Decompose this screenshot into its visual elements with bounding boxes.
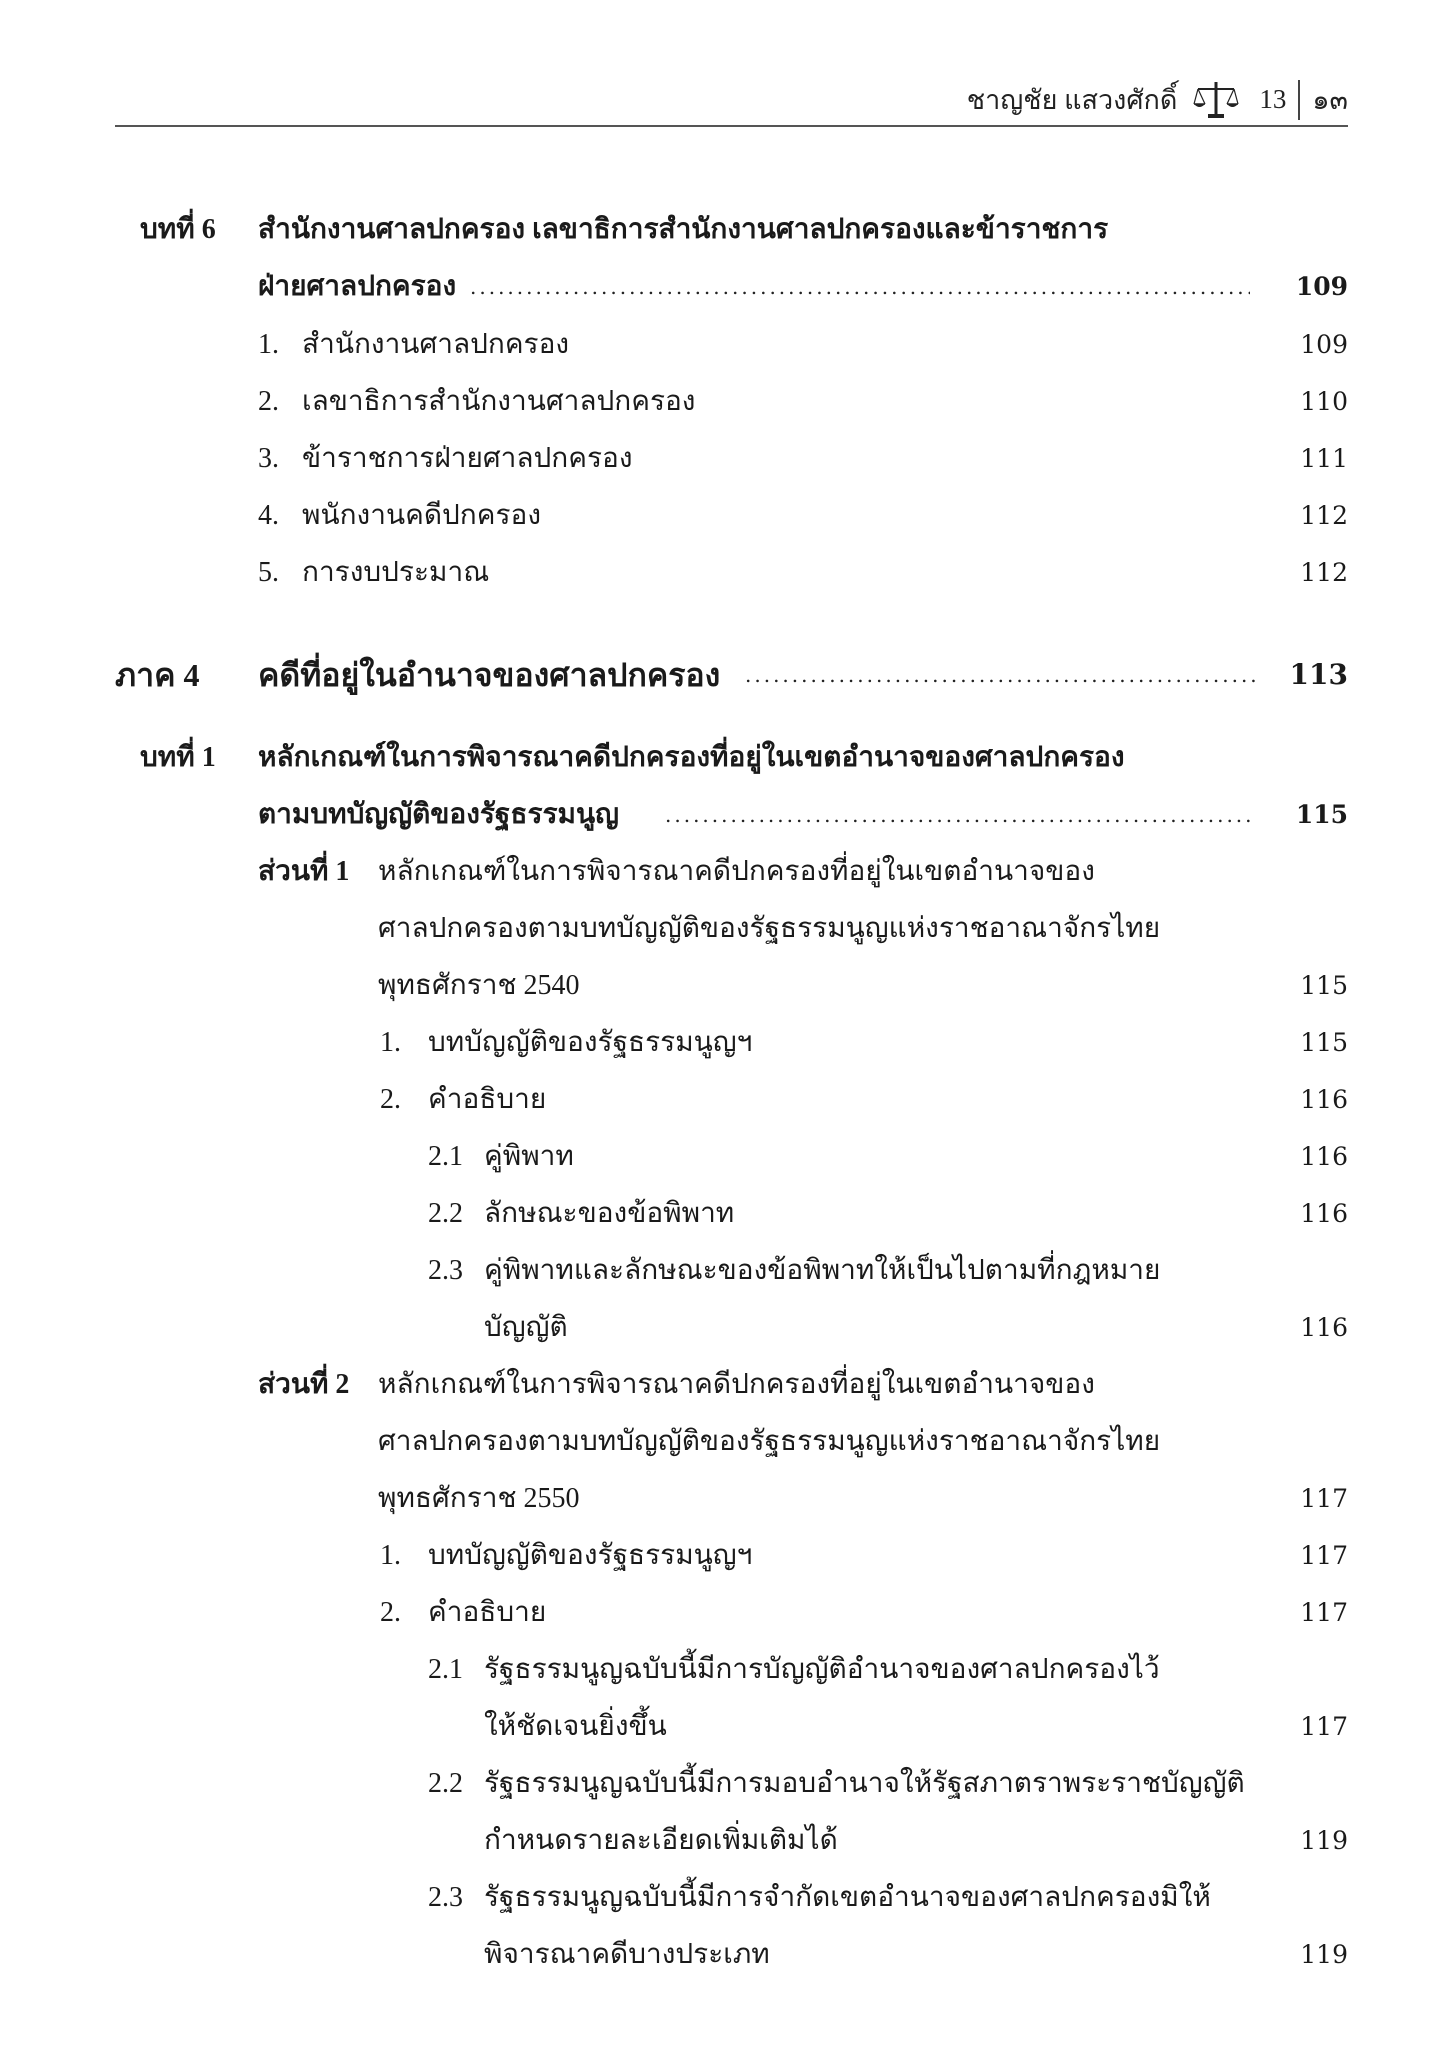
item-number: 2.: [258, 386, 279, 417]
item-title: คำอธิบาย: [428, 1597, 547, 1628]
toc-item[interactable]: [0, 1588, 1448, 1638]
item-title-cont: พิจารณาคดีบางประเภท: [484, 1939, 770, 1970]
page-number: 115: [1300, 1028, 1348, 1057]
chapter-label: บทที่ 6: [140, 214, 216, 245]
section-title: หลักเกณฑ์ในการพิจารณาคดีปกครองที่อยู่ในเขตอำนาจของ: [378, 856, 1095, 887]
toc-item[interactable]: [0, 1018, 1448, 1068]
header-rule: [115, 125, 1348, 127]
item-number: 2.3: [428, 1255, 463, 1286]
section-title-cont: พุทธศักราช 2550: [378, 1483, 580, 1514]
toc-subitem-cont[interactable]: [0, 1930, 1448, 1980]
toc-subitem-cont[interactable]: [0, 1816, 1448, 1866]
section-title-cont: พุทธศักราช 2540: [378, 970, 580, 1001]
item-title: การงบประมาณ: [302, 557, 490, 588]
page-number: 119: [1300, 1826, 1348, 1855]
section-title-cont: ศาลปกครองตามบทบัญญัติของรัฐธรรมนูญแห่งราชอาณาจักรไทย: [378, 1426, 1161, 1457]
page-number-thai: ๑๓: [1312, 85, 1348, 115]
scales-of-justice-icon: [1193, 80, 1239, 120]
toc-subitem[interactable]: [0, 1246, 1448, 1296]
item-title-cont: กำหนดรายละเอียดเพิ่มเติมได้: [484, 1825, 838, 1856]
chapter-title: สำนักงานศาลปกครอง เลขาธิการสำนักงานศาลปกครองและข้าราชการ: [258, 214, 1109, 245]
toc-subitem-cont[interactable]: [0, 1303, 1448, 1353]
page-number: 116: [1300, 1142, 1348, 1171]
item-title: รัฐธรรมนูญฉบับนี้มีการบัญญัติอำนาจของศาลปกครองไว้: [484, 1654, 1160, 1685]
toc-part-4[interactable]: [0, 650, 1448, 700]
toc-subitem[interactable]: [0, 1873, 1448, 1923]
page-number: 116: [1300, 1199, 1348, 1228]
section-label: ส่วนที่ 1: [258, 856, 350, 887]
toc-item[interactable]: [0, 1531, 1448, 1581]
item-number: 2.1: [428, 1141, 463, 1172]
toc-item[interactable]: [0, 377, 1448, 427]
item-title: คำอธิบาย: [428, 1084, 547, 1115]
dot-leader: [665, 790, 1250, 840]
page-number: 117: [1300, 1712, 1348, 1741]
toc-section-2-cont[interactable]: [0, 1474, 1448, 1524]
chapter-label: บทที่ 1: [140, 742, 216, 773]
item-title: พนักงานคดีปกครอง: [302, 500, 541, 531]
item-number: 4.: [258, 500, 279, 531]
toc-subitem[interactable]: [0, 1759, 1448, 1809]
dot-leader: [745, 650, 1255, 700]
page-number: 111: [1300, 444, 1348, 473]
chapter-title-cont: ตามบทบัญญัติของรัฐธรรมนูญ: [258, 799, 620, 830]
part-title: คดีที่อยู่ในอำนาจของศาลปกครอง: [258, 657, 721, 693]
item-title-cont: ให้ชัดเจนยิ่งขึ้น: [484, 1711, 667, 1742]
item-number: 2.2: [428, 1198, 463, 1229]
item-title: คู่พิพาท: [484, 1141, 574, 1172]
toc-subitem[interactable]: [0, 1189, 1448, 1239]
item-title-cont: บัญญัติ: [484, 1312, 568, 1343]
page-number: 110: [1300, 387, 1348, 416]
page-number: 112: [1300, 558, 1348, 587]
toc-subitem-cont[interactable]: [0, 1702, 1448, 1752]
page-number: 115: [1300, 971, 1348, 1000]
toc-section-1-cont[interactable]: [0, 904, 1448, 954]
toc-subitem[interactable]: [0, 1645, 1448, 1695]
running-header: [967, 78, 1348, 121]
item-title: บทบัญญัติของรัฐธรรมนูญฯ: [428, 1540, 753, 1571]
item-number: 2.1: [428, 1654, 463, 1685]
item-title: ข้าราชการฝ่ายศาลปกครอง: [302, 443, 633, 474]
toc-item[interactable]: [0, 491, 1448, 541]
dot-leader: [470, 262, 1250, 312]
part-label: ภาค 4: [115, 657, 200, 693]
item-title: เลขาธิการสำนักงานศาลปกครอง: [302, 386, 696, 417]
toc-chapter-1[interactable]: [0, 733, 1448, 783]
section-title-cont: ศาลปกครองตามบทบัญญัติของรัฐธรรมนูญแห่งราชอาณาจักรไทย: [378, 913, 1161, 944]
page-number: 117: [1300, 1541, 1348, 1570]
item-number: 2.3: [428, 1882, 463, 1913]
toc-item[interactable]: [0, 320, 1448, 370]
page-number: 115: [1295, 800, 1348, 829]
toc-item[interactable]: [0, 548, 1448, 598]
item-number: 3.: [258, 443, 279, 474]
page-number: 116: [1300, 1313, 1348, 1342]
toc-section-2-cont[interactable]: [0, 1417, 1448, 1467]
toc-section-2[interactable]: [0, 1360, 1448, 1410]
item-number: 2.2: [428, 1768, 463, 1799]
toc-chapter-6[interactable]: [0, 205, 1448, 255]
toc-item[interactable]: [0, 1075, 1448, 1125]
author-name: ชาญชัย แสวงศักดิ์: [966, 85, 1178, 115]
chapter-title-cont: ฝ่ายศาลปกครอง: [258, 271, 457, 302]
page-number: 117: [1300, 1598, 1348, 1627]
page-number: 117: [1300, 1484, 1348, 1513]
item-number: 1.: [380, 1027, 401, 1058]
toc-subitem[interactable]: [0, 1132, 1448, 1182]
item-title: รัฐธรรมนูญฉบับนี้มีการจำกัดเขตอำนาจของศาลปกครองมิให้: [484, 1882, 1211, 1913]
page-number-arabic: 13: [1259, 84, 1287, 114]
page-number: 112: [1300, 501, 1348, 530]
section-title: หลักเกณฑ์ในการพิจารณาคดีปกครองที่อยู่ในเขตอำนาจของ: [378, 1369, 1095, 1400]
item-title: คู่พิพาทและลักษณะของข้อพิพาทให้เป็นไปตามที่กฎหมาย: [484, 1255, 1161, 1286]
item-number: 1.: [258, 329, 279, 360]
page-number: 113: [1289, 658, 1348, 691]
item-title: สำนักงานศาลปกครอง: [302, 329, 570, 360]
item-number: 2.: [380, 1084, 401, 1115]
item-title: ลักษณะของข้อพิพาท: [484, 1198, 735, 1229]
page-number: 109: [1295, 272, 1348, 301]
page-number: 119: [1300, 1940, 1348, 1969]
page-number: 109: [1300, 330, 1348, 359]
toc-item[interactable]: [0, 434, 1448, 484]
item-title: รัฐธรรมนูญฉบับนี้มีการมอบอำนาจให้รัฐสภาตราพระราชบัญญัติ: [484, 1768, 1245, 1799]
item-number: 5.: [258, 557, 279, 588]
toc-section-1-cont[interactable]: [0, 961, 1448, 1011]
section-label: ส่วนที่ 2: [258, 1369, 350, 1400]
header-divider: [1298, 80, 1300, 120]
item-number: 1.: [380, 1540, 401, 1571]
item-number: 2.: [380, 1597, 401, 1628]
page-number: 116: [1300, 1085, 1348, 1114]
toc-section-1[interactable]: [0, 847, 1448, 897]
item-title: บทบัญญัติของรัฐธรรมนูญฯ: [428, 1027, 753, 1058]
chapter-title: หลักเกณฑ์ในการพิจารณาคดีปกครองที่อยู่ในเขตอำนาจของศาลปกครอง: [258, 742, 1125, 773]
toc-chapter-1-cont[interactable]: [0, 790, 1448, 840]
toc-chapter-6-cont[interactable]: [0, 262, 1448, 312]
